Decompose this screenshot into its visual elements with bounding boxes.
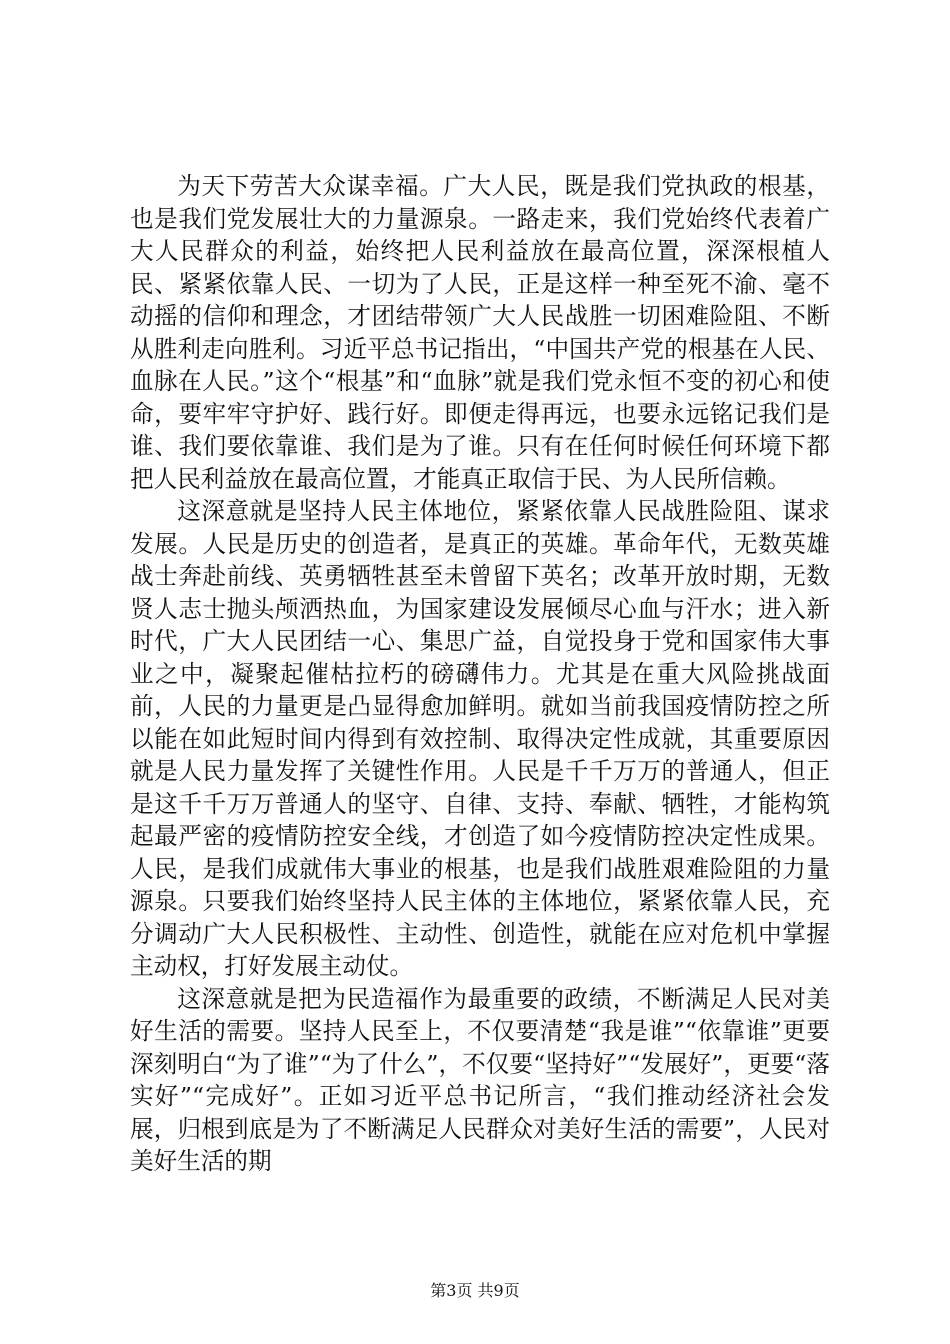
body-text	[130, 170, 830, 1178]
paragraph-1: 为天下劳苦大众谋幸福。广大人民，既是我们党执政的根基，也是我们党发展壮大的力量源泉。一路走来，我们党始终代表着广大人民群众的利益，始终把人民利益放在最高位置，深深根植人民、紧紧依靠人民、一切为了人民，正是这样一种至死不渝、毫不动摇的信仰和理念，才团结带领广大人民战胜一切困难险阻、不断从胜利走向胜利。习近平总书记指出，“中国共产党的根基在人民、血脉在人民。”这个“根基”和“血脉”就是我们党永恒不变的初心和使命，要牢牢守护好、践行好。即便走得再远，也要永远铭记我们是谁、我们要依靠谁、我们是为了谁。只有在任何时候任何环境下都把人民利益放在最高位置，才能真正取信于民、为人民所信赖。	[130, 172, 830, 493]
paragraph-3: 这深意就是把为民造福作为最重要的政绩，不断满足人民对美好生活的需要。坚持人民至上，不仅要清楚“我是谁”“依靠谁”更要深刻明白“为了谁”“为了什么”，不仅要“坚持好”“发展好”，更要“落实好”“完成好”。正如习近平总书记所言，“我们推动经济社会发展，归根到底是为了不断满足人民群众对美好生活的需要”，人民对美好生活的期	[130, 984, 830, 1175]
page-footer: 第3页 共9页	[430, 1281, 520, 1300]
paragraph-2: 这深意就是坚持人民主体地位，紧紧依靠人民战胜险阻、谋求发展。人民是历史的创造者，是真正的英雄。革命年代，无数英雄战士奔赴前线、英勇牺牲甚至未曾留下英名；改革开放时期，无数贤人志士抛头颅洒热血，为国家建设发展倾尽心血与汗水；进入新时代，广大人民团结一心、集思广益，自觉投身于党和国家伟大事业之中，凝聚起催枯拉朽的磅礴伟力。尤其是在重大风险挑战面前，人民的力量更是凸显得愈加鲜明。就如当前我国疫情防控之所以能在如此短时间内得到有效控制、取得决定性成就，其重要原因就是人民力量发挥了关键性作用。人民是千千万万的普通人，但正是这千千万万普通人的坚守、自律、支持、奉献、牺牲，才能构筑起最严密的疫情防控安全线，才创造了如今疫情防控决定性成果。人民，是我们成就伟大事业的根基，也是我们战胜艰难险阻的力量源泉。只要我们始终坚持人民主体的主体地位，紧紧依靠人民，充分调动广大人民积极性、主动性、创造性，就能在应对危机中掌握主动权，打好发展主动仗。	[130, 497, 830, 980]
